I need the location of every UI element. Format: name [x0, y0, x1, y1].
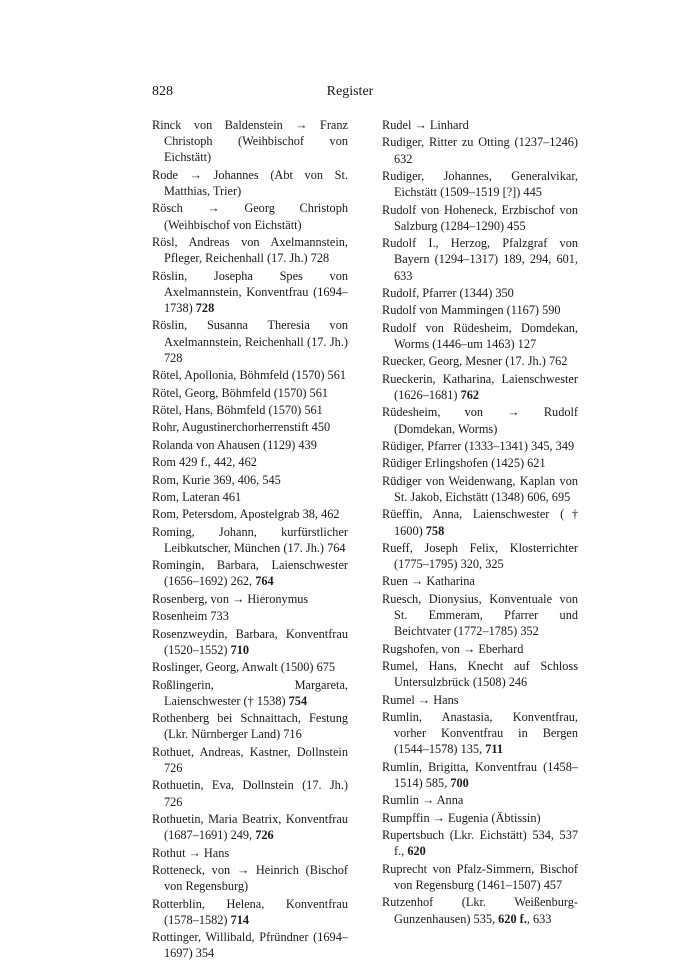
index-entry: Rutzenhof (Lkr. Weißenburg-Gunzenhausen) 535, 620 f., 633 — [382, 895, 578, 926]
index-entry: Rumel, Hans, Knecht auf Schloss Untersulzbrück (1508) 246 — [382, 659, 578, 690]
index-entry: Rudolf von Rüdesheim, Domdekan, Worms (1446–um 1463) 127 — [382, 320, 578, 351]
index-entry: Rosenberg, von → Hieronymus — [152, 591, 309, 606]
index-entry: Rothuet, Andreas, Kastner, Dollnstein 726 — [152, 744, 348, 776]
index-entry: Rumlin, Anastasia, Konventfrau, vorher Konventfrau in Bergen (1544–1578) 135, 711 — [382, 710, 578, 757]
index-entry: Rüdiger von Weidenwang, Kaplan von St. Jakob, Eichstätt (1348) 606, 695 — [382, 473, 578, 504]
index-entry: Rudolf, Pfarrer (1344) 350 — [382, 285, 514, 300]
index-entry: Rudolf von Hoheneck, Erzbischof von Salzburg (1284–1290) 455 — [382, 202, 578, 233]
running-head-title: Register — [326, 84, 374, 99]
index-entry: Roßlingerin, Margareta, Laienschwester († 1538) 754 — [152, 677, 348, 708]
index-entry: Ruen → Katharina — [382, 574, 475, 589]
index-entry: Rumlin, Brigitta, Konventfrau (1458–1514) 585, 700 — [382, 759, 578, 791]
index-entry: Rosenheim 733 — [152, 609, 229, 624]
index-entry: Rudiger, Johannes, Generalvikar, Eichstätt (1509–1519 [?]) 445 — [382, 168, 578, 200]
index-entry: Rumpffin → Eugenia (Äbtissin) — [382, 810, 541, 825]
index-column-left — [152, 117, 348, 963]
index-entry: Rothuetin, Eva, Dollnstein (17. Jh.) 726 — [152, 778, 348, 809]
index-entry: Rottinger, Willibald, Pfründner (1694–1697) 354 — [152, 930, 348, 961]
index-entry: Rinck von Baldenstein → Franz Christoph (Weihbischof von Eichstätt) — [152, 118, 348, 165]
index-entry: Roslinger, Georg, Anwalt (1500) 675 — [152, 660, 336, 675]
index-entry: Rötel, Hans, Böhmfeld (1570) 561 — [152, 402, 323, 417]
index-column-right — [382, 117, 578, 928]
index-entry: Rötel, Georg, Böhmfeld (1570) 561 — [152, 385, 329, 400]
index-entry: Röslin, Susanna Theresia von Axelmannstein, Reichenhall (17. Jh.) 728 — [152, 318, 348, 365]
index-entry: Rüdiger, Pfarrer (1333–1341) 345, 349 — [382, 438, 575, 453]
index-entry: Rüdesheim, von → Rudolf (Domdekan, Worms) — [382, 405, 578, 436]
index-entry: Rupertsbuch (Lkr. Eichstätt) 534, 537 f., 620 — [382, 828, 578, 859]
index-entry: Rosenzweydin, Barbara, Konventfrau (1520–1552) 710 — [152, 626, 348, 657]
index-entry: Ruesch, Dionysius, Konventuale von St. Emmeram, Pfarrer und Beichtvater (1772–1785) 352 — [382, 591, 578, 639]
page-header — [152, 84, 548, 104]
index-entry: Rom 429 f., 442, 462 — [152, 455, 257, 470]
index-entry: Roming, Johann, kurfürstlicher Leibkutscher, München (17. Jh.) 764 — [152, 524, 348, 555]
index-entry: Rueff, Joseph Felix, Klosterrichter (1775–1795) 320, 325 — [382, 540, 578, 572]
index-entry: Rotteneck, von → Heinrich (Bischof von Regensburg) — [152, 863, 348, 894]
index-entry: Rösch → Georg Christoph (Weihbischof von Eichstätt) — [152, 201, 348, 232]
index-entry: Rohr, Augustinerchorherrenstift 450 — [152, 420, 331, 435]
index-entry: Rudiger, Ritter zu Otting (1237–1246) 632 — [382, 135, 578, 166]
index-entry: Rom, Kurie 369, 406, 545 — [152, 472, 281, 487]
index-entry: Rüeffin, Anna, Laienschwester († 1600) 758 — [382, 507, 578, 538]
index-entry: Rudolf I., Herzog, Pfalzgraf von Bayern (1294–1317) 189, 294, 601, 633 — [382, 236, 578, 283]
index-entry: Rösl, Andreas von Axelmannstein, Pfleger, Reichenhall (17. Jh.) 728 — [152, 234, 348, 266]
index-entry: Ruecker, Georg, Mesner (17. Jh.) 762 — [382, 354, 568, 369]
page-number: 828 — [152, 84, 173, 99]
index-entry: Rumlin → Anna — [382, 793, 464, 808]
index-entry: Rothut → Hans — [152, 845, 230, 860]
index-entry: Rode → Johannes (Abt von St. Matthias, Trier) — [152, 167, 348, 198]
index-entry: Rumel → Hans — [382, 692, 459, 707]
index-entry: Romingin, Barbara, Laienschwester (1656–1692) 262, 764 — [152, 558, 348, 589]
index-entry: Rothenberg bei Schnaittach, Festung (Lkr. Nürnberger Land) 716 — [152, 711, 348, 742]
index-entry: Rotterblin, Helena, Konventfrau (1578–1582) 714 — [152, 896, 348, 927]
index-entry: Rudel → Linhard — [382, 118, 469, 132]
index-entry: Rugshofen, von → Eberhard — [382, 641, 524, 656]
index-entry: Rötel, Apollonia, Böhmfeld (1570) 561 — [152, 368, 346, 383]
index-entry: Ruprecht von Pfalz-Simmern, Bischof von Regensburg (1461–1507) 457 — [382, 861, 578, 893]
index-entry: Rüdiger Erlingshofen (1425) 621 — [382, 456, 546, 471]
index-entry: Rudolf von Mammingen (1167) 590 — [382, 303, 561, 318]
index-entry: Rolanda von Ahausen (1129) 439 — [152, 437, 317, 452]
index-entry: Rom, Lateran 461 — [152, 489, 242, 504]
index-entry: Rueckerin, Katharina, Laienschwester (1626–1681) 762 — [382, 371, 578, 402]
index-entry: Röslin, Josepha Spes von Axelmannstein, Konventfrau (1694–1738) 728 — [152, 268, 348, 315]
index-entry: Rothuetin, Maria Beatrix, Konventfrau (1687–1691) 249, 726 — [152, 812, 348, 843]
index-entry: Rom, Petersdom, Apostelgrab 38, 462 — [152, 507, 340, 522]
